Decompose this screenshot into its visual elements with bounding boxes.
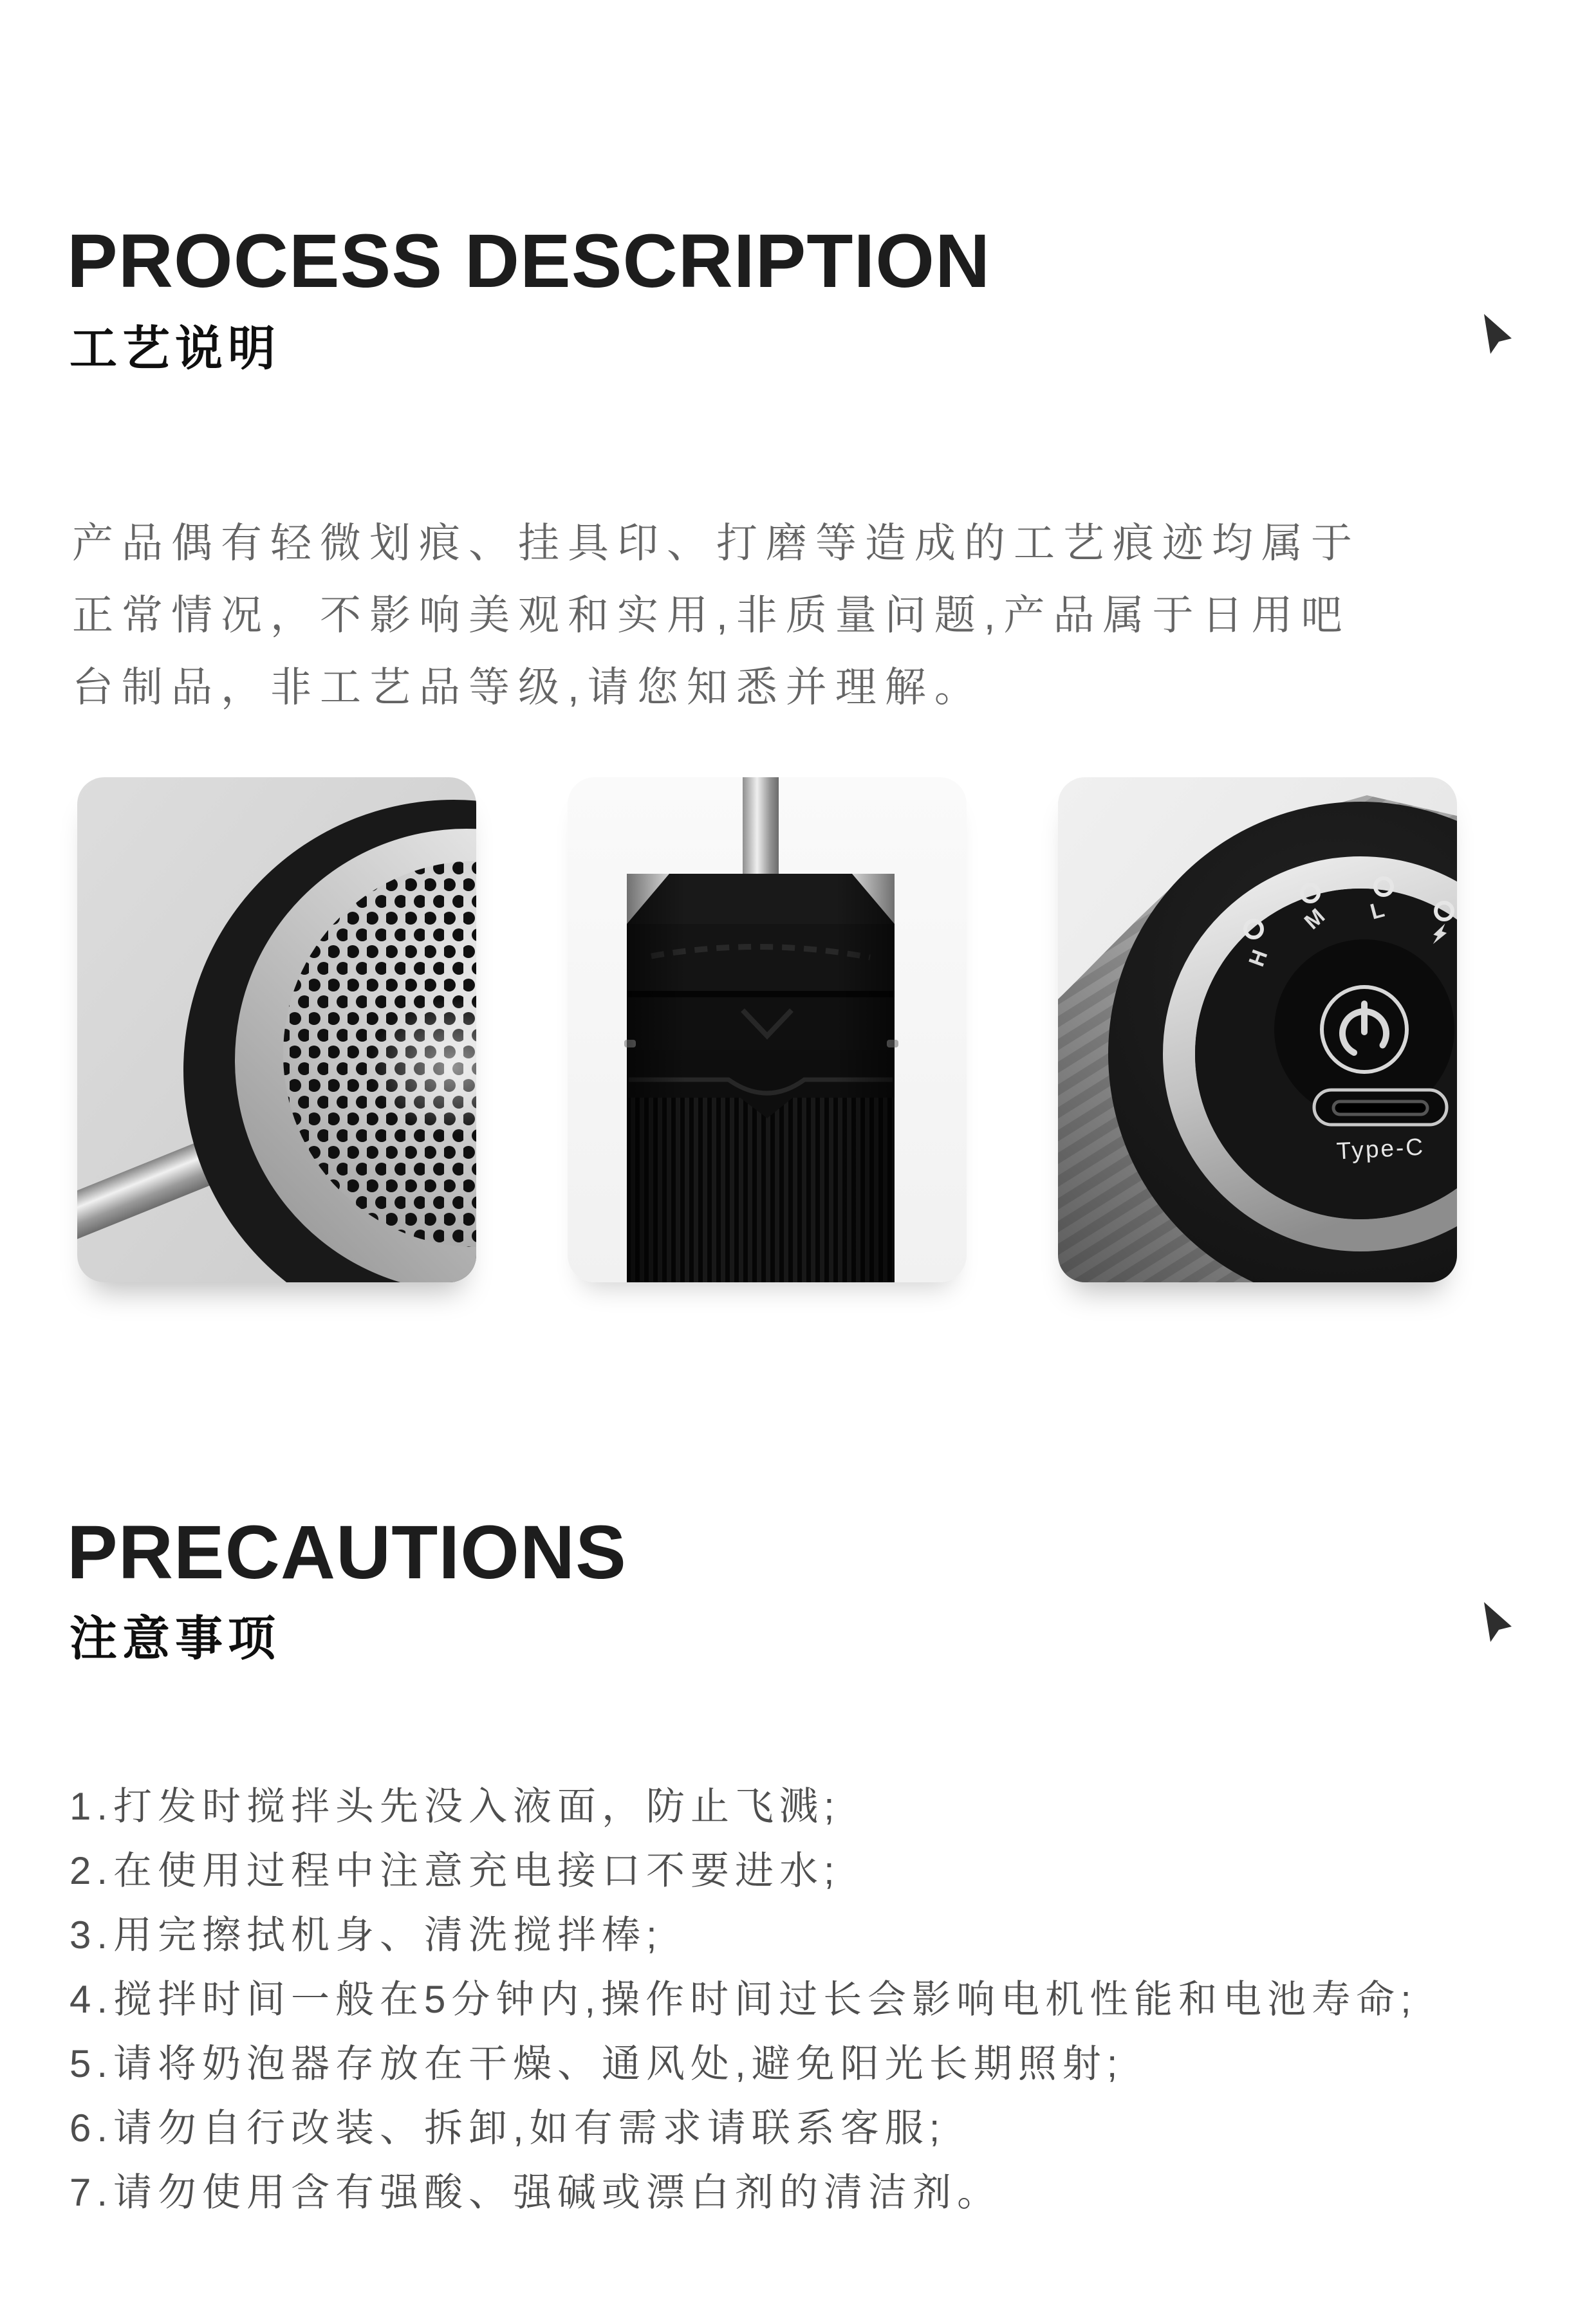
precaution-item: 2.在使用过程中注意充电接口不要进水;: [70, 1849, 840, 1892]
frother-body-closeup: [568, 777, 967, 1282]
frother-body-image: [568, 777, 967, 1282]
cursor-arrow-icon: [1480, 314, 1512, 356]
precaution-item: 7.请勿使用含有强酸、强碱或漂白剂的清洁剂。: [70, 2171, 1002, 2214]
paragraph-line: 正常情况，不影响美观和实用,非质量问题,产品属于日用吧: [72, 592, 1351, 638]
whisk-head-image: [77, 777, 476, 1282]
whisk-head-closeup: [77, 777, 476, 1282]
speed-label-low: L: [1368, 897, 1389, 925]
control-panel-closeup: [1058, 777, 1457, 1282]
precaution-item: 3.用完擦拭机身、清洗搅拌棒;: [70, 1914, 663, 1957]
precaution-item: 4.搅拌时间一般在5分钟内,操作时间过长会影响电机性能和电池寿命;: [70, 1978, 1417, 2021]
precautions-list: [70, 1775, 1417, 2225]
paragraph-line: 台制品，非工艺品等级,请您知悉并理解。: [72, 664, 984, 710]
precaution-item: 1.打发时搅拌头先没入液面，防止飞溅;: [70, 1785, 840, 1828]
control-panel-image: [1058, 777, 1457, 1282]
frother-shaft: [743, 777, 779, 878]
precautions-section-subtitle: 注意事项: [70, 1612, 281, 1665]
speed-label-high: H: [1244, 945, 1274, 970]
type-c-label: Type-C: [1335, 1133, 1425, 1165]
paragraph-line: 产品偶有轻微划痕、挂具印、打磨等造成的工艺痕迹均属于: [72, 520, 1360, 566]
power-button[interactable]: [1322, 987, 1407, 1072]
precautions-section-title: PRECAUTIONS: [67, 1510, 627, 1595]
cursor-arrow-icon: [1480, 1602, 1512, 1645]
process-paragraph: [72, 507, 1360, 723]
precaution-item: 6.请勿自行改装、拆卸,如有需求请联系客服;: [70, 2107, 946, 2150]
precaution-item: 5.请将奶泡器存放在干燥、通风处,避免阳光长期照射;: [70, 2042, 1124, 2085]
speed-label-medium: M: [1299, 903, 1331, 935]
process-section-subtitle: 工艺说明: [70, 322, 281, 375]
product-gallery: [77, 777, 1457, 1282]
type-c-port: [1314, 1090, 1447, 1125]
process-section-title: PROCESS DESCRIPTION: [67, 219, 991, 304]
